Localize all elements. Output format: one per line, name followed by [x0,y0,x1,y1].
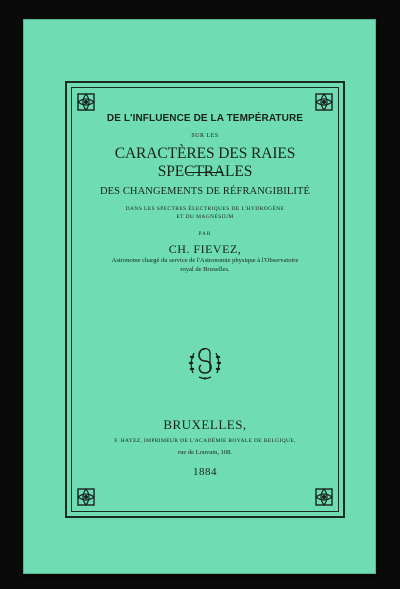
book-cover [23,19,376,574]
publication-year: 1884 [193,466,217,478]
imprint-city: BRUXELLES, [163,417,247,432]
author-role-line-1: Astronome chargé du service de l'Astronomie physique à l'Observatoire [111,257,299,264]
second-subtitle-line-1: DANS LES SPECTRES ÉLECTRIQUES DE L'HYDROGÈNE [125,206,285,212]
title-subject: CARACTÈRES DES RAIES SPECTRALES [114,145,296,180]
title-connector: SUR LES [191,133,219,139]
monogram-emblem-icon [185,343,225,383]
author-role-line-2: royal de Bruxelles. [180,266,230,273]
corner-ornament-icon [76,487,96,507]
imprint-address: rue de Louvain, 108. [178,449,232,456]
main-title: DE L'INFLUENCE DE LA TEMPÉRATURE [106,113,304,124]
imprint-printer: F. HAYEZ, IMPRIMEUR DE L'ACADÉMIE ROYALE DE BELGIQUE, [114,438,296,444]
second-title: DES CHANGEMENTS DE RÉFRANGIBILITÉ [99,186,311,197]
second-subtitle-line-2: ET DU MAGNÉSIUM [176,214,234,220]
author-name: CH. FIEVEZ, [168,242,242,256]
decorative-frame [65,81,345,518]
title-divider [187,172,223,173]
corner-ornament-icon [314,487,334,507]
corner-ornament-icon [76,92,96,112]
corner-ornament-icon [314,92,334,112]
by-label: PAR [198,232,212,237]
